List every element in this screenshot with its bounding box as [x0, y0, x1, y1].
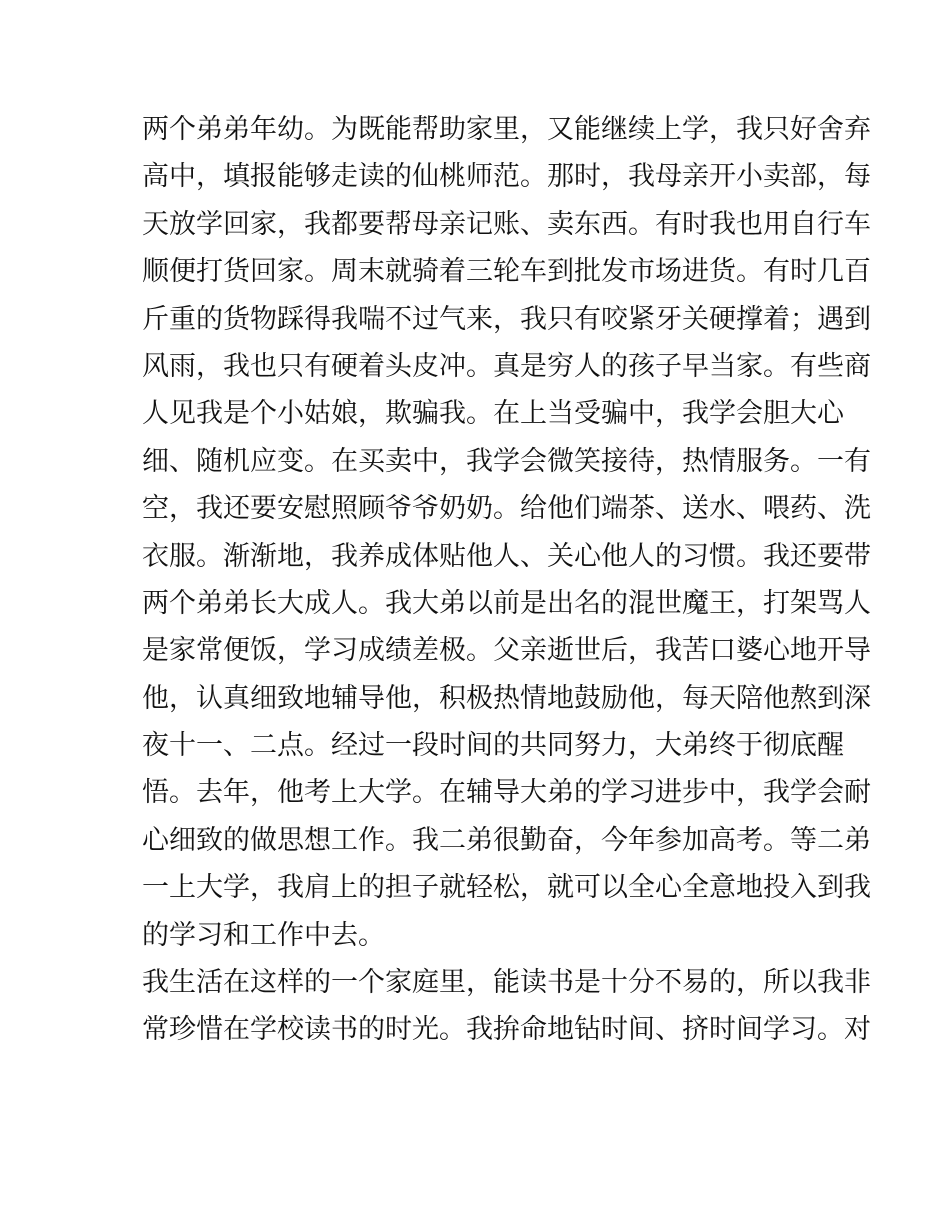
text-line: 两个弟弟年幼。为既能帮助家里，又能继续上学，我只好舍弃	[142, 114, 871, 145]
text-line: 斤重的货物踩得我喘不过气来，我只有咬紧牙关硬撑着；遇到	[142, 303, 871, 335]
text-line: 风雨，我也只有硬着头皮冲。真是穷人的孩子早当家。有些商	[142, 350, 871, 382]
text-line: 人见我是个小姑娘，欺骗我。在上当受骗中，我学会胆大心	[142, 398, 844, 430]
text-line: 两个弟弟长大成人。我大弟以前是出名的混世魔王，打架骂人	[142, 587, 871, 619]
text-line: 衣服。渐渐地，我养成体贴他人、关心他人的习惯。我还要带	[142, 540, 871, 572]
text-line: 常珍惜在学校读书的时光。我拚命地钻时间、挤时间学习。对	[142, 1014, 871, 1046]
text-line: 天放学回家，我都要帮母亲记账、卖东西。有时我也用自行车	[142, 208, 871, 240]
text-line: 顺便打货回家。周末就骑着三轮车到批发市场进货。有时几百	[142, 256, 871, 288]
body-text	[142, 106, 871, 1054]
text-line: 他，认真细致地辅导他，积极热情地鼓励他，每天陪他熬到深	[142, 682, 871, 714]
text-line: 是家常便饭，学习成绩差极。父亲逝世后，我苦口婆心地开导	[142, 635, 871, 667]
text-line: 心细致的做思想工作。我二弟很勤奋，今年参加高考。等二弟	[142, 824, 871, 856]
text-line: 高中，填报能够走读的仙桃师范。那时，我母亲开小卖部，每	[142, 161, 871, 193]
text-line: 的学习和工作中去。	[142, 919, 385, 951]
text-line: 我生活在这样的一个家庭里，能读书是十分不易的，所以我非	[142, 967, 871, 999]
text-line: 一上大学，我肩上的担子就轻松，就可以全心全意地投入到我	[142, 872, 871, 904]
text-line: 细、随机应变。在买卖中，我学会微笑接待，热情服务。一有	[142, 445, 871, 477]
text-line: 空，我还要安慰照顾爷爷奶奶。给他们端茶、送水、喂药、洗	[142, 493, 871, 525]
text-line: 夜十一、二点。经过一段时间的共同努力，大弟终于彻底醒	[142, 730, 844, 762]
text-line: 悟。去年，他考上大学。在辅导大弟的学习进步中，我学会耐	[142, 777, 871, 809]
